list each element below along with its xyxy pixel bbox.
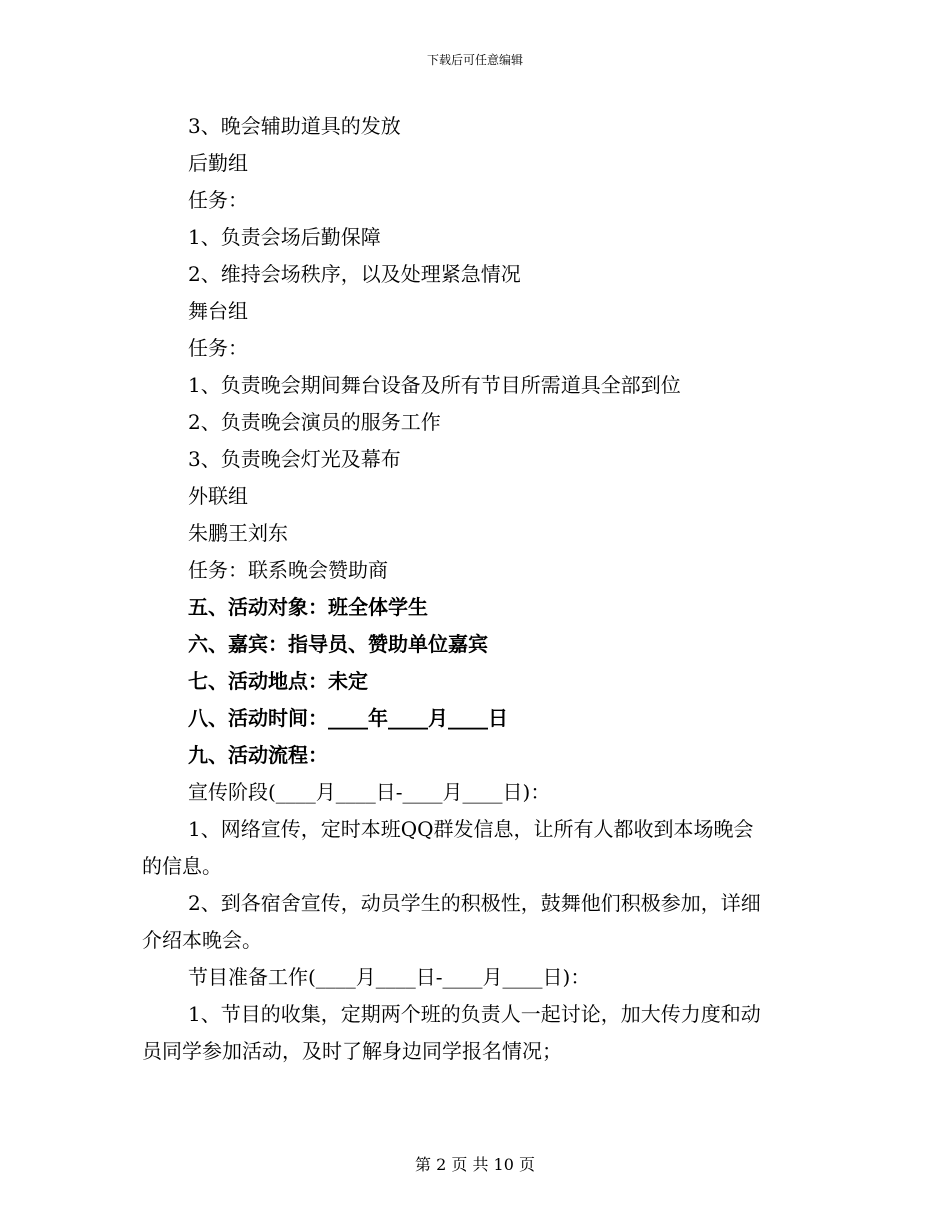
label-tasks: 任务： (188, 188, 248, 212)
page-footer: 第 2 页 共 10 页 (415, 1155, 535, 1174)
label-tasks: 任务： (188, 336, 248, 360)
line-logistics-task-1: 1、负责会场后勤保障 (188, 225, 381, 249)
line-program-item-1a: 1、节目的收集，定期两个班的负责人一起讨论，加大传力度和动 (188, 1002, 761, 1026)
section-five-audience: 五、活动对象：班全体学生 (188, 595, 428, 619)
line-stage-task-2: 2、负责晚会演员的服务工作 (188, 410, 441, 434)
heading-logistics-group: 后勤组 (188, 151, 248, 175)
section-seven-venue: 七、活动地点：未定 (188, 669, 368, 693)
section-six-guests: 六、嘉宾：指导员、赞助单位嘉宾 (188, 632, 488, 656)
section-nine-process: 九、活动流程： (188, 743, 328, 767)
line-program-prep-phase: 节目准备工作(____月____日-____月____日)： (188, 965, 591, 989)
line-outreach-members: 朱鹏王刘东 (188, 521, 288, 545)
page-header: 下载后可任意编辑 (426, 53, 523, 67)
line-outreach-task: 任务：联系晚会赞助商 (188, 558, 388, 582)
document-body (142, 108, 810, 1070)
line-promotion-phase: 宣传阶段(____月____日-____月____日)： (188, 780, 551, 804)
line-prop-distribution: 3、晚会辅助道具的发放 (188, 114, 401, 138)
line-stage-task-3: 3、负责晚会灯光及幕布 (188, 447, 401, 471)
line-promotion-item-2b: 介绍本晚会。 (142, 928, 262, 952)
heading-outreach-group: 外联组 (188, 484, 248, 508)
line-program-item-1b: 员同学参加活动，及时了解身边同学报名情况； (142, 1039, 562, 1063)
line-stage-task-1: 1、负责晚会期间舞台设备及所有节目所需道具全部到位 (188, 373, 681, 397)
section-eight-time: 八、活动时间：____年____月____日 (188, 706, 508, 730)
line-promotion-item-1b: 的信息。 (142, 854, 222, 878)
line-logistics-task-2: 2、维持会场秩序，以及处理紧急情况 (188, 262, 521, 286)
line-promotion-item-2a: 2、到各宿舍宣传，动员学生的积极性，鼓舞他们积极参加，详细 (188, 891, 761, 915)
line-promotion-item-1a: 1、网络宣传，定时本班QQ群发信息，让所有人都收到本场晚会 (188, 817, 754, 841)
heading-stage-group: 舞台组 (188, 299, 248, 323)
